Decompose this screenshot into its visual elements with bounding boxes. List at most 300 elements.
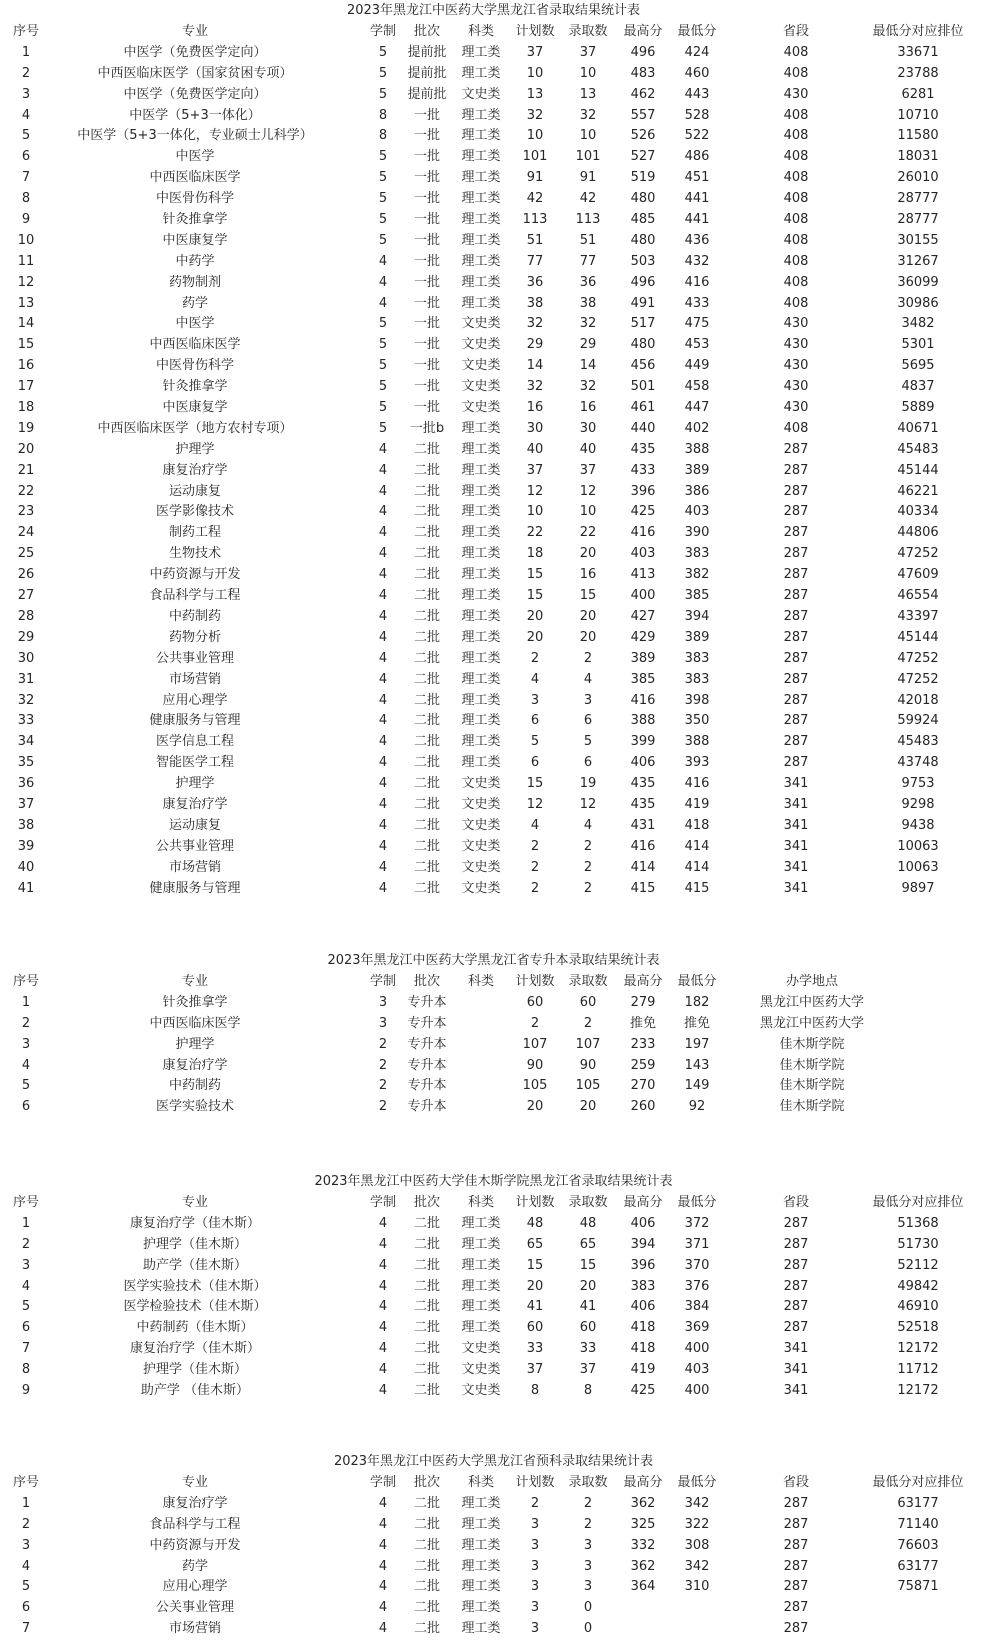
cell-province-line: 287 <box>783 755 809 771</box>
cell-index: 5 <box>21 128 31 144</box>
cell-rank: 36099 <box>897 274 939 290</box>
cell-min-score: 376 <box>684 1278 710 1294</box>
cell-batch: 二批 <box>413 567 441 583</box>
cell-batch: 专升本 <box>407 1015 447 1031</box>
cell-admitted: 60 <box>579 1320 597 1336</box>
cell-rank: 4837 <box>901 379 935 395</box>
cell-duration: 2 <box>378 1078 388 1094</box>
cell-admitted: 6 <box>583 713 593 729</box>
header-plan: 计划数 <box>515 974 555 989</box>
table-row <box>0 482 987 503</box>
cell-plan: 14 <box>526 358 544 374</box>
cell-admitted: 14 <box>579 358 597 374</box>
table-row <box>0 461 987 482</box>
cell-batch: 一批 <box>413 358 441 374</box>
cell-rank: 5695 <box>901 358 935 374</box>
cell-province-line: 408 <box>783 107 809 123</box>
cell-category: 理工类 <box>461 567 501 583</box>
cell-province-line: 287 <box>783 734 809 750</box>
cell-index: 23 <box>17 504 35 520</box>
cell-index: 1 <box>21 1495 31 1511</box>
cell-max-score: 462 <box>630 86 656 102</box>
cell-max-score: 433 <box>630 462 656 478</box>
cell-index: 5 <box>21 1299 31 1315</box>
cell-admitted: 20 <box>579 546 597 562</box>
cell-admitted: 65 <box>579 1236 597 1252</box>
cell-duration: 5 <box>378 358 388 374</box>
cell-index: 9 <box>21 1383 31 1399</box>
cell-max-score: 503 <box>630 253 656 269</box>
header-major: 专业 <box>181 974 209 989</box>
cell-index: 12 <box>17 274 35 290</box>
cell-max-score: 501 <box>630 379 656 395</box>
cell-admitted: 2 <box>583 1015 593 1031</box>
cell-plan: 22 <box>526 525 544 541</box>
cell-plan: 20 <box>526 1278 544 1294</box>
cell-admitted: 48 <box>579 1215 597 1231</box>
cell-duration: 4 <box>378 734 388 750</box>
cell-province-line: 287 <box>783 692 809 708</box>
cell-major: 中药制药 <box>168 1078 222 1094</box>
cell-admitted: 51 <box>579 232 597 248</box>
cell-batch: 一批 <box>413 170 441 186</box>
cell-batch: 一批 <box>413 191 441 207</box>
table-row <box>0 419 987 440</box>
cell-category: 文史类 <box>461 379 501 395</box>
cell-admitted: 13 <box>579 86 597 102</box>
cell-min-score: 424 <box>684 44 710 60</box>
table-row <box>0 1014 987 1035</box>
table-row <box>0 691 987 712</box>
cell-duration: 4 <box>378 713 388 729</box>
cell-category: 理工类 <box>461 713 501 729</box>
cell-admitted: 37 <box>579 462 597 478</box>
cell-batch: 二批 <box>413 671 441 687</box>
cell-min-score: 308 <box>684 1537 710 1553</box>
table-admission-upgrade <box>0 950 987 1118</box>
cell-major: 中医学 <box>175 316 215 332</box>
cell-min-score: 433 <box>684 295 710 311</box>
cell-plan: 105 <box>522 1078 548 1094</box>
cell-batch: 提前批 <box>407 86 447 102</box>
cell-index: 4 <box>21 107 31 123</box>
cell-index: 2 <box>21 1236 31 1252</box>
cell-index: 16 <box>17 358 35 374</box>
header-province-line: 省段 <box>782 1475 810 1490</box>
cell-max-score: 332 <box>630 1537 656 1553</box>
cell-batch: 专升本 <box>407 1057 447 1073</box>
table-row <box>0 1318 987 1339</box>
cell-duration: 5 <box>378 337 388 353</box>
cell-province-line: 430 <box>783 86 809 102</box>
cell-category: 文史类 <box>461 859 501 875</box>
cell-plan: 32 <box>526 379 544 395</box>
header-location: 办学地点 <box>785 974 839 989</box>
cell-max-score: 483 <box>630 65 656 81</box>
cell-index: 7 <box>21 1621 31 1637</box>
cell-plan: 3 <box>530 692 540 708</box>
cell-duration: 4 <box>378 1383 388 1399</box>
cell-category: 理工类 <box>461 462 501 478</box>
table-row <box>0 1235 987 1256</box>
cell-category: 理工类 <box>461 734 501 750</box>
header-index: 序号 <box>12 24 40 39</box>
cell-category: 理工类 <box>461 1558 501 1574</box>
cell-category: 文史类 <box>461 1341 501 1357</box>
cell-min-score: 342 <box>684 1558 710 1574</box>
cell-plan: 3 <box>530 1516 540 1532</box>
table-row <box>0 732 987 753</box>
cell-index: 1 <box>21 994 31 1010</box>
table-title: 2023年黑龙江中医药大学黑龙江省录取结果统计表 <box>346 3 641 18</box>
cell-batch: 一批 <box>413 379 441 395</box>
cell-admitted: 3 <box>583 1579 593 1595</box>
table-row <box>0 649 987 670</box>
table-row <box>0 816 987 837</box>
cell-rank: 43397 <box>897 608 939 624</box>
cell-index: 18 <box>17 400 35 416</box>
cell-rank: 76603 <box>897 1537 939 1553</box>
cell-major: 医学检验技术（佳木斯） <box>123 1299 267 1315</box>
cell-index: 7 <box>21 1341 31 1357</box>
cell-duration: 4 <box>378 504 388 520</box>
cell-category: 理工类 <box>461 1516 501 1532</box>
cell-province-line: 408 <box>783 191 809 207</box>
cell-index: 6 <box>21 1600 31 1616</box>
cell-max-score: 527 <box>630 149 656 165</box>
cell-min-score: 322 <box>684 1516 710 1532</box>
cell-duration: 4 <box>378 1537 388 1553</box>
table-row <box>0 628 987 649</box>
cell-batch: 二批 <box>413 1215 441 1231</box>
table-body <box>0 1193 987 1402</box>
cell-admitted: 32 <box>579 107 597 123</box>
cell-max-score: 325 <box>630 1516 656 1532</box>
cell-min-score: 522 <box>684 128 710 144</box>
cell-major: 市场营销 <box>168 859 222 875</box>
cell-major: 智能医学工程 <box>155 755 235 771</box>
table-admission-preparatory <box>0 1451 987 1640</box>
cell-rank: 59924 <box>897 713 939 729</box>
cell-max-score: 406 <box>630 1299 656 1315</box>
cell-batch: 二批 <box>413 1299 441 1315</box>
cell-location: 黑龙江中医药大学 <box>759 994 865 1010</box>
table-row <box>0 189 987 210</box>
header-duration: 学制 <box>369 974 397 989</box>
cell-major: 针灸推拿学 <box>162 379 228 395</box>
cell-index: 2 <box>21 1516 31 1532</box>
cell-index: 1 <box>21 44 31 60</box>
table-body <box>0 22 987 899</box>
cell-min-score: 394 <box>684 608 710 624</box>
cell-duration: 4 <box>378 671 388 687</box>
cell-province-line: 408 <box>783 212 809 228</box>
cell-plan: 20 <box>526 629 544 645</box>
cell-plan: 107 <box>522 1036 548 1052</box>
cell-index: 4 <box>21 1057 31 1073</box>
cell-plan: 20 <box>526 1099 544 1115</box>
cell-rank: 45483 <box>897 734 939 750</box>
cell-max-score: 362 <box>630 1558 656 1574</box>
cell-index: 4 <box>21 1558 31 1574</box>
cell-duration: 4 <box>378 1516 388 1532</box>
cell-admitted: 32 <box>579 379 597 395</box>
cell-duration: 5 <box>378 44 388 60</box>
cell-major: 护理学（佳木斯） <box>142 1362 248 1378</box>
cell-max-score: 480 <box>630 232 656 248</box>
cell-duration: 4 <box>378 525 388 541</box>
cell-index: 2 <box>21 65 31 81</box>
cell-batch: 二批 <box>413 650 441 666</box>
cell-plan: 2 <box>530 650 540 666</box>
cell-batch: 二批 <box>413 1558 441 1574</box>
cell-province-line: 287 <box>783 483 809 499</box>
cell-max-score: 推免 <box>629 1015 657 1031</box>
cell-batch: 二批 <box>413 1495 441 1511</box>
cell-major: 中药学 <box>175 253 215 269</box>
cell-province-line: 408 <box>783 295 809 311</box>
table-row <box>0 670 987 691</box>
header-major: 专业 <box>181 1475 209 1490</box>
cell-category: 理工类 <box>461 608 501 624</box>
table-row <box>0 106 987 127</box>
cell-duration: 4 <box>378 546 388 562</box>
cell-batch: 二批 <box>413 629 441 645</box>
header-duration: 学制 <box>369 1475 397 1490</box>
table-row <box>0 210 987 231</box>
cell-duration: 5 <box>378 149 388 165</box>
cell-plan: 65 <box>526 1236 544 1252</box>
cell-index: 4 <box>21 1278 31 1294</box>
cell-province-line: 287 <box>783 1278 809 1294</box>
cell-index: 15 <box>17 337 35 353</box>
cell-category: 理工类 <box>461 65 501 81</box>
cell-major: 助产学（佳木斯） <box>142 1257 248 1273</box>
cell-rank: 51368 <box>897 1215 939 1231</box>
table-row <box>0 64 987 85</box>
cell-admitted: 33 <box>579 1341 597 1357</box>
cell-index: 17 <box>17 379 35 395</box>
cell-major: 中药资源与开发 <box>149 1537 241 1553</box>
cell-major: 食品科学与工程 <box>149 1516 241 1532</box>
cell-duration: 4 <box>378 755 388 771</box>
cell-plan: 10 <box>526 504 544 520</box>
table-header-row <box>0 1193 987 1214</box>
cell-category: 理工类 <box>461 755 501 771</box>
cell-max-score: 496 <box>630 44 656 60</box>
table-row <box>0 43 987 64</box>
cell-max-score: 461 <box>630 400 656 416</box>
cell-admitted: 6 <box>583 755 593 771</box>
cell-rank: 9753 <box>901 776 935 792</box>
cell-duration: 4 <box>378 1341 388 1357</box>
cell-major: 护理学 <box>175 1036 215 1052</box>
cell-index: 40 <box>17 859 35 875</box>
cell-index: 30 <box>17 650 35 666</box>
table-row <box>0 1557 987 1578</box>
table-row <box>0 356 987 377</box>
header-admitted: 录取数 <box>568 1195 608 1210</box>
cell-admitted: 91 <box>579 170 597 186</box>
cell-admitted: 15 <box>579 1257 597 1273</box>
cell-index: 21 <box>17 462 35 478</box>
cell-max-score: 260 <box>630 1099 656 1115</box>
cell-index: 41 <box>17 880 35 896</box>
cell-min-score: 398 <box>684 692 710 708</box>
cell-index: 19 <box>17 420 35 436</box>
cell-admitted: 12 <box>579 796 597 812</box>
cell-duration: 3 <box>378 994 388 1010</box>
cell-plan: 36 <box>526 274 544 290</box>
header-max-score: 最高分 <box>623 1195 663 1210</box>
cell-admitted: 90 <box>579 1057 597 1073</box>
cell-index: 33 <box>17 713 35 729</box>
cell-category: 理工类 <box>461 504 501 520</box>
cell-rank: 63177 <box>897 1495 939 1511</box>
cell-major: 中药资源与开发 <box>149 567 241 583</box>
cell-min-score: 372 <box>684 1215 710 1231</box>
cell-plan: 90 <box>526 1057 544 1073</box>
cell-province-line: 341 <box>783 859 809 875</box>
cell-batch: 二批 <box>413 1537 441 1553</box>
cell-min-score: 402 <box>684 420 710 436</box>
cell-province-line: 408 <box>783 44 809 60</box>
cell-plan: 8 <box>530 1383 540 1399</box>
cell-index: 32 <box>17 692 35 708</box>
cell-min-score: 403 <box>684 1362 710 1378</box>
table-row <box>0 1076 987 1097</box>
cell-duration: 2 <box>378 1036 388 1052</box>
table-row <box>0 168 987 189</box>
cell-index: 25 <box>17 546 35 562</box>
cell-index: 9 <box>21 212 31 228</box>
cell-min-score: 92 <box>688 1099 706 1115</box>
cell-batch: 二批 <box>413 817 441 833</box>
cell-duration: 4 <box>378 1215 388 1231</box>
header-min-score: 最低分 <box>677 1475 717 1490</box>
cell-plan: 16 <box>526 400 544 416</box>
cell-rank: 6281 <box>901 86 935 102</box>
table-row <box>0 523 987 544</box>
cell-location: 佳木斯学院 <box>779 1078 845 1094</box>
cell-rank: 12172 <box>897 1341 939 1357</box>
cell-province-line: 408 <box>783 274 809 290</box>
cell-duration: 5 <box>378 316 388 332</box>
cell-batch: 二批 <box>413 1600 441 1616</box>
cell-max-score: 418 <box>630 1341 656 1357</box>
cell-admitted: 15 <box>579 588 597 604</box>
cell-batch: 二批 <box>413 1257 441 1273</box>
cell-plan: 101 <box>522 149 548 165</box>
cell-category: 理工类 <box>461 170 501 186</box>
cell-major: 康复治疗学（佳木斯） <box>129 1341 261 1357</box>
cell-province-line: 408 <box>783 170 809 186</box>
cell-admitted: 30 <box>579 420 597 436</box>
cell-rank: 3482 <box>901 316 935 332</box>
cell-admitted: 10 <box>579 65 597 81</box>
cell-province-line: 287 <box>783 1495 809 1511</box>
table-header-row <box>0 972 987 993</box>
table-row <box>0 1214 987 1235</box>
table-row <box>0 377 987 398</box>
table-row <box>0 795 987 816</box>
table-row <box>0 879 987 900</box>
cell-duration: 5 <box>378 420 388 436</box>
cell-batch: 二批 <box>413 838 441 854</box>
cell-max-score: 419 <box>630 1362 656 1378</box>
cell-min-score: 386 <box>684 483 710 499</box>
cell-admitted: 20 <box>579 608 597 624</box>
cell-category: 理工类 <box>461 525 501 541</box>
cell-province-line: 341 <box>783 1383 809 1399</box>
cell-plan: 12 <box>526 796 544 812</box>
cell-plan: 37 <box>526 462 544 478</box>
cell-province-line: 287 <box>783 1621 809 1637</box>
cell-province-line: 430 <box>783 400 809 416</box>
cell-major: 药物分析 <box>168 629 222 645</box>
cell-min-score: 460 <box>684 65 710 81</box>
table-row <box>0 1494 987 1515</box>
cell-plan: 18 <box>526 546 544 562</box>
table-row <box>0 993 987 1014</box>
cell-index: 29 <box>17 629 35 645</box>
cell-category: 理工类 <box>461 253 501 269</box>
cell-plan: 15 <box>526 588 544 604</box>
cell-batch: 二批 <box>413 1236 441 1252</box>
cell-rank: 33671 <box>897 44 939 60</box>
cell-rank: 5889 <box>901 400 935 416</box>
cell-batch: 二批 <box>413 692 441 708</box>
cell-rank: 47252 <box>897 671 939 687</box>
table-row <box>0 85 987 106</box>
cell-rank: 45144 <box>897 629 939 645</box>
cell-admitted: 10 <box>579 128 597 144</box>
cell-index: 6 <box>21 149 31 165</box>
cell-major: 中西医临床医学 <box>149 1015 241 1031</box>
header-category: 科类 <box>467 1475 495 1490</box>
cell-major: 康复治疗学 <box>162 1057 228 1073</box>
cell-duration: 5 <box>378 232 388 248</box>
cell-major: 中医骨伤科学 <box>155 191 235 207</box>
cell-major: 中西医临床医学 <box>149 170 241 186</box>
table-row <box>0 273 987 294</box>
header-min-score: 最低分 <box>677 24 717 39</box>
table-row <box>0 335 987 356</box>
cell-batch: 专升本 <box>407 1036 447 1052</box>
cell-min-score: 382 <box>684 567 710 583</box>
cell-duration: 4 <box>378 1579 388 1595</box>
cell-plan: 33 <box>526 1341 544 1357</box>
cell-duration: 4 <box>378 1278 388 1294</box>
cell-batch: 二批 <box>413 734 441 750</box>
cell-province-line: 287 <box>783 1320 809 1336</box>
cell-major: 中西医临床医学 <box>149 337 241 353</box>
cell-major: 中医康复学 <box>162 400 228 416</box>
cell-index: 37 <box>17 796 35 812</box>
table-row <box>0 837 987 858</box>
cell-batch: 一批 <box>413 337 441 353</box>
cell-admitted: 105 <box>575 1078 601 1094</box>
table-row <box>0 711 987 732</box>
cell-category: 理工类 <box>461 1320 501 1336</box>
table-row <box>0 1360 987 1381</box>
cell-rank: 71140 <box>897 1516 939 1532</box>
cell-category: 文史类 <box>461 880 501 896</box>
cell-min-score: 453 <box>684 337 710 353</box>
cell-index: 10 <box>17 232 35 248</box>
cell-category: 理工类 <box>461 420 501 436</box>
cell-rank: 28777 <box>897 191 939 207</box>
